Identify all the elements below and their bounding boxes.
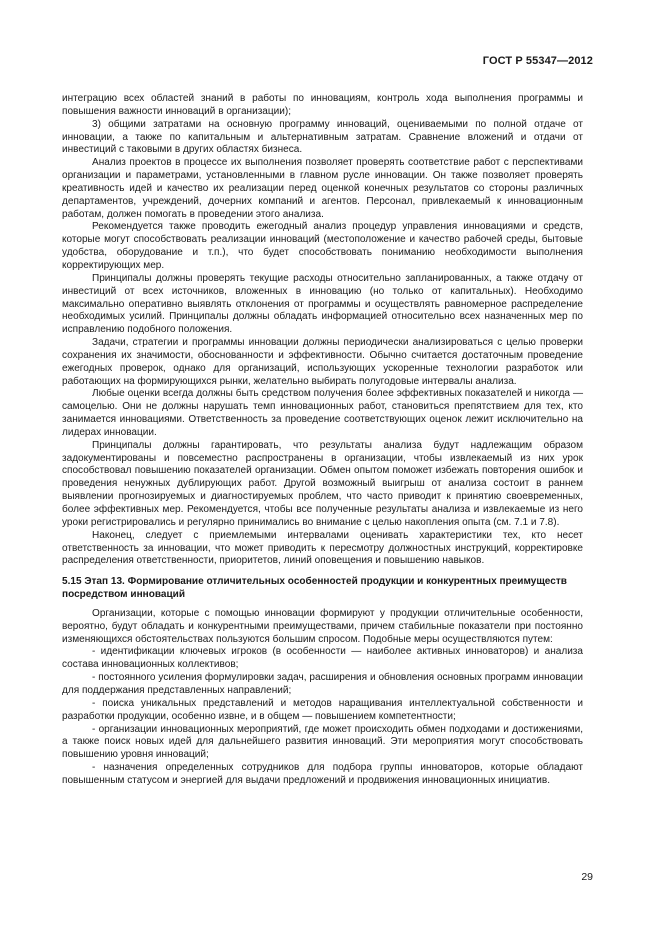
paragraph-continuation: интеграцию всех областей знаний в работы по инновациям, контроль хода выполнения программы и повышения важности инноваций в организации); <box>62 93 583 117</box>
paragraph-principals-check: Принципалы должны проверять текущие расходы относительно запланированных, а также отдачу от инвестиций от всех источников, вложенных в инновацию (но только от капитальных). Необходимо максимально оперативно выявлять отклонения от программы и осуществлять равномерное распределение необходимых усилий. Принципалы должны обладать информацией относительно всех назначенных мер по исправлению подобного положения. <box>62 272 583 336</box>
list-item: - поиска уникальных представлений и методов наращивания интеллектуальной собственности и разработки продукции, особенно извне, и в общем — повышением компетентности; <box>62 697 583 722</box>
page-body <box>62 93 583 788</box>
paragraph-total-costs: 3) общими затратами на основную программу инноваций, оцениваемыми по полной отдаче от инновации, а также по капитальным и альтернативным затратам. Сравнение вложений и отдачи от инвестиций с таковыми в других областях бизнеса. <box>62 118 583 156</box>
section-heading: 5.15 Этап 13. Формирование отличительных особенностей продукции и конкурентных преимуществ посредством инноваций <box>62 576 567 601</box>
list-item: - постоянного усиления формулировки задач, расширения и обновления основных программ инновации для поддержания представленных направлений; <box>62 672 583 696</box>
list-item: - организации инновационных мероприятий, где может происходить обмен подходами и достижениями, а также поиск новых идей для дальнейшего развития инноваций. Эти мероприятия могут способствовать повышению уровня инноваций; <box>62 723 583 761</box>
paragraph-evaluations: Любые оценки всегда должны быть средством получения более эффективных показателей и никогда — самоцелью. Они не должны нарушать темп инновационных работ, становиться препятствием для тех, кто занимается инновациями. Ответственность за проведение соответствующих оценок лежит исключительно на лидерах инновации. <box>62 388 583 438</box>
paragraph-differentiation: Организации, которые с помощью инновации формируют у продукции отличительные особенности, вероятно, будут обладать и конкурентными преимуществами, причем стабильные показатели при постоянно изменяющихся обстоятельствах пользуются большим спросом. Подобные меры осуществляются путем: <box>62 607 583 645</box>
list-item: - идентификации ключевых игроков (в особенности — наиболее активных инноваторов) и анализа состава инновационных коллективов; <box>62 646 583 671</box>
paragraph-responsibility: Наконец, следует с приемлемыми интервалами оценивать характеристики тех, кто несет ответственность за инновации, что может приводить к пересмотру должностных инструкций, корректировке распределения ответственности, приоритетов, линий оповещения и повышению навыков. <box>62 529 583 567</box>
paragraph-annual-review: Рекомендуется также проводить ежегодный анализ процедур управления инновациями и средств, которые могут способствовать реализации инноваций (местоположение и качество рабочей среды, бытовые удобства, оборудование и т.п.), что будет способствовать пониманию необходимости выполнения корректирующих мер. <box>62 221 583 271</box>
document-standard-code: ГОСТ Р 55347—2012 <box>482 55 593 67</box>
paragraph-documentation: Принципалы должны гарантировать, что результаты анализа будут надлежащим образом задокументированы и повсеместно распространены в организации, чтобы извлекаемый из них урок способствовал повышению показателей организации. Обмен опытом поможет избежать повторения ошибок и проведения ненужных дублирующих работ. Другой возможный выигрыш от анализа состоит в раннем выявлении прогнозируемых и диагностируемых проблем, что часто приводит к принятию своевременных, более эффективных мер. Рекомендуется, чтобы все полученные результаты анализа и извлекаемые из него уроки регистрировались и регулярно принимались во внимание с целью накопления опыта (см. 7.1 и 7.8). <box>62 439 583 528</box>
list-item: - назначения определенных сотрудников для подбора группы инноваторов, которые обладают повышенным статусом и энергией для выдачи предложений и продвижения инновационных инициатив. <box>62 762 583 786</box>
paragraph-periodic-analysis: Задачи, стратегии и программы инновации должны периодически анализироваться с целью проверки сохранения их значимости, обоснованности и эффективности. Обычно считается достаточным проведение ежегодных проверок, однако для организаций, использующих ускоренные технологии разработок или работающих на формирующихся рынки, желательно выбирать полугодовые интервалы анализа. <box>62 337 583 387</box>
paragraph-project-analysis: Анализ проектов в процессе их выполнения позволяет проверять соответствие работ с перспективами организации и параметрами, установленными в главном русле инновации. Он также позволяет проверять креативность идей и качество их реализации перед оценкой конечных результатов со стороны различных департаментов, учреждений, дочерних компаний и агентов. Персонал, привлекаемый к инновационным работам, должен помогать в проведении этого анализа. <box>62 157 583 220</box>
page-number: 29 <box>581 871 593 883</box>
